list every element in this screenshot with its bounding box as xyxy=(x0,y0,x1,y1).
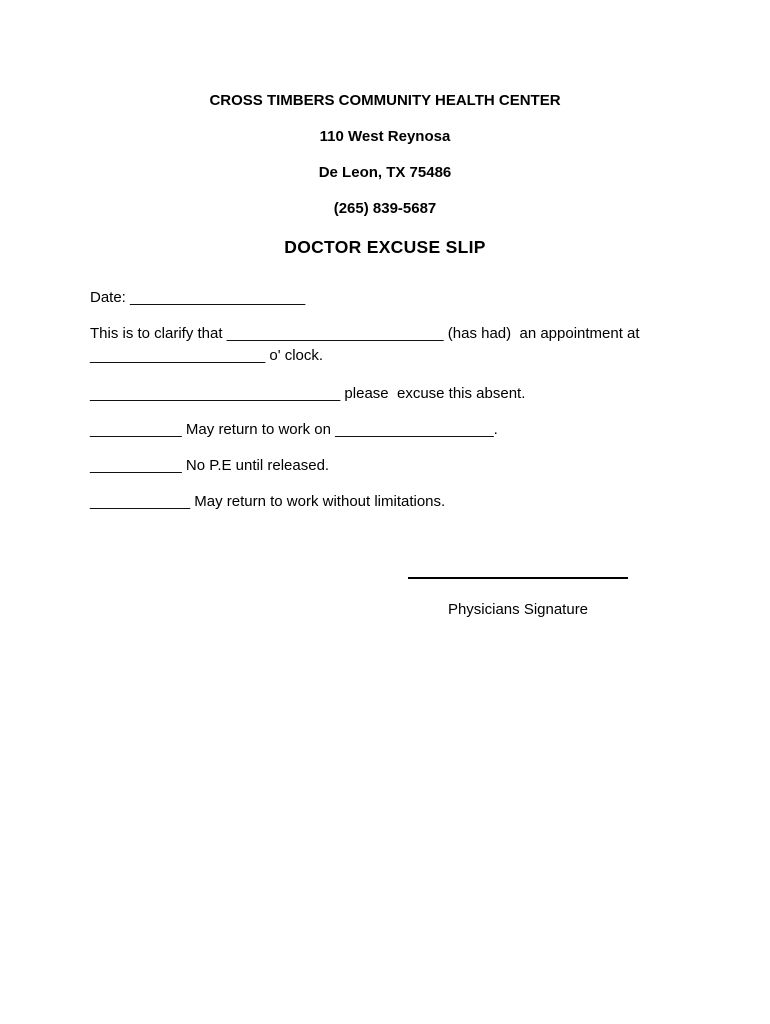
date-line: Date: _____________________ xyxy=(90,289,306,306)
org-name: CROSS TIMBERS COMMUNITY HEALTH CENTER xyxy=(209,92,561,109)
excuse-absent-line: ______________________________ please excuse this absent. xyxy=(90,385,526,402)
return-to-work-line: ___________ May return to work on ___________________. xyxy=(90,421,498,438)
signature-label: Physicians Signature xyxy=(447,601,589,618)
document-title: DOCTOR EXCUSE SLIP xyxy=(284,237,486,257)
org-phone: (265) 839-5687 xyxy=(333,200,437,217)
form-body xyxy=(90,287,730,513)
no-limitations-line: ____________ May return to work without limitations. xyxy=(90,493,446,510)
org-address-city: De Leon, TX 75486 xyxy=(318,164,452,181)
document-header xyxy=(0,90,770,260)
clarify-line-1: This is to clarify that __________________________ (has had) an appointment at xyxy=(90,325,640,342)
org-address-street: 110 West Reynosa xyxy=(319,128,451,145)
no-pe-line: ___________ No P.E until released. xyxy=(90,457,330,474)
clarify-line-2: _____________________ o' clock. xyxy=(90,347,324,364)
signature-block xyxy=(408,577,628,621)
signature-line xyxy=(408,577,628,579)
